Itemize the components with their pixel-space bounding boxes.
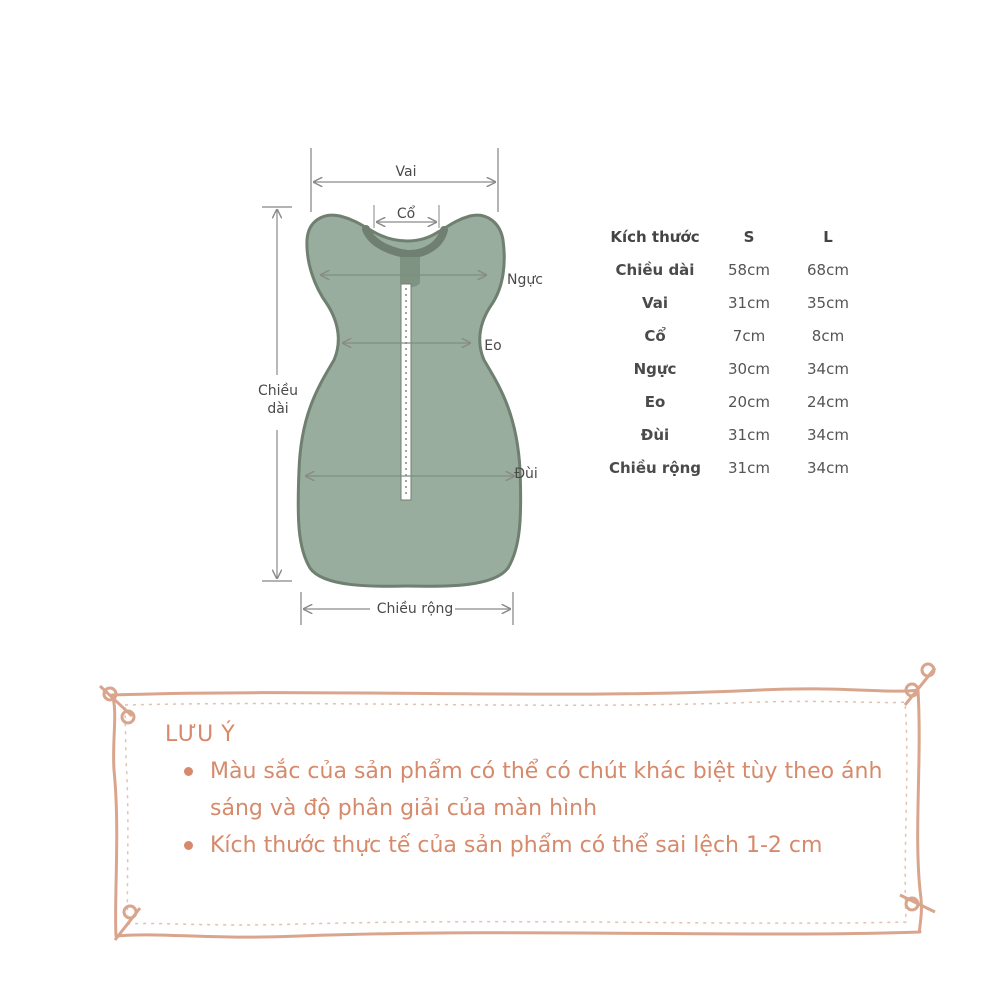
zipper-flap <box>400 257 420 287</box>
row-label: Cổ <box>644 326 666 345</box>
corner-ring-tr <box>905 664 935 705</box>
cell-s: 31cm <box>728 458 770 477</box>
table-row <box>600 286 868 319</box>
row-label: Ngực <box>633 359 677 378</box>
cell-l: 24cm <box>807 392 849 411</box>
corner-ring-br <box>900 895 935 912</box>
cell-s: 7cm <box>732 326 766 345</box>
row-label: Vai <box>641 293 669 312</box>
cell-s: 31cm <box>728 425 770 444</box>
row-label: Eo <box>644 392 666 411</box>
cell-l: 34cm <box>807 425 849 444</box>
table-row <box>600 385 868 418</box>
table-row <box>600 451 868 484</box>
table-row <box>600 319 868 352</box>
label-chieu-dai: Chiều dài <box>257 383 299 417</box>
cell-s: 30cm <box>728 359 770 378</box>
cell-l: 8cm <box>811 326 845 345</box>
cell-l: 34cm <box>807 359 849 378</box>
header-s: S <box>743 227 755 246</box>
header-size: Kích thước <box>610 227 700 246</box>
list-item <box>165 753 925 827</box>
bullet-icon <box>184 841 193 850</box>
cell-s: 31cm <box>728 293 770 312</box>
table-row <box>600 253 868 286</box>
note-item-text: Kích thước thực tế của sản phẩm có thể sai lệch 1-2 cm <box>210 833 823 858</box>
size-table <box>600 220 868 484</box>
cell-l: 34cm <box>807 458 849 477</box>
label-nguc: Ngực <box>507 272 543 288</box>
list-item <box>165 827 925 864</box>
row-label: Chiều dài <box>615 260 695 279</box>
label-chieu-rong: Chiều rộng <box>376 601 454 617</box>
label-vai: Vai <box>395 164 417 180</box>
label-co: Cổ <box>396 206 416 222</box>
note-list <box>165 753 925 864</box>
size-table-header <box>600 220 868 253</box>
cell-l: 68cm <box>807 260 849 279</box>
note-item-text: Màu sắc của sản phẩm có thể có chút khác biệt tùy theo ánh sáng và độ phân giải của màn hình <box>210 759 883 821</box>
cell-s: 20cm <box>728 392 770 411</box>
note-box <box>165 722 925 864</box>
row-label: Đùi <box>640 425 670 444</box>
label-dui: Đùi <box>514 466 538 482</box>
header-l: L <box>823 227 833 246</box>
bullet-icon <box>184 767 193 776</box>
cell-s: 58cm <box>728 260 770 279</box>
row-label: Chiều rộng <box>608 458 702 477</box>
corner-ring-tl <box>100 686 134 723</box>
note-title: LƯU Ý <box>165 722 236 747</box>
cell-l: 35cm <box>807 293 849 312</box>
table-row <box>600 418 868 451</box>
table-row <box>600 352 868 385</box>
label-eo: Eo <box>484 338 502 354</box>
